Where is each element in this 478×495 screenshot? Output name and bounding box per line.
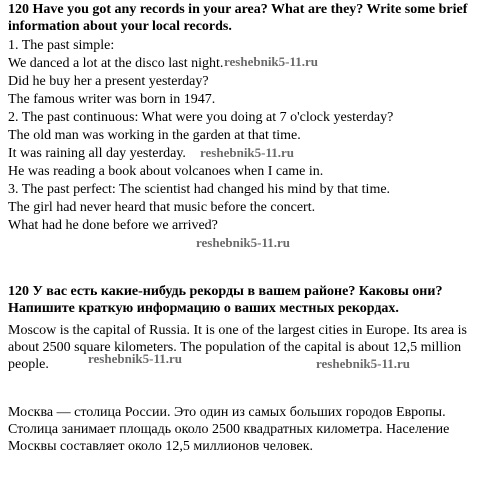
watermark: reshebnik5-11.ru xyxy=(224,54,319,69)
answer-line-9: 3. The past perfect: The scientist had changed his mind by that time. xyxy=(8,182,391,197)
russian-paragraph: Москва — столица России. Это один из самых больших городов Европы. Столица занимает площадь около 2500 квадратных километра. Население Москвы составляет около 12,5 миллионов человек. xyxy=(8,405,450,454)
watermark: reshebnik5-11.ru xyxy=(88,351,183,366)
answer-line-3: Did he buy her a present yesterday? xyxy=(8,74,209,89)
answer-line-2: We danced a lot at the disco last night. xyxy=(8,56,224,71)
answer-line-6: The old man was working in the garden at that time. xyxy=(8,128,301,143)
answer-lines xyxy=(8,37,393,235)
answer-line-10: The girl had never heard that music before the concert. xyxy=(8,200,316,215)
answer-line-8: He was reading a book about volcanoes when I came in. xyxy=(8,164,324,179)
answer-line-1: 1. The past simple: xyxy=(8,38,115,53)
watermark: reshebnik5-11.ru xyxy=(316,356,411,371)
task-heading-ru: 120 У вас есть какие-нибудь рекорды в вашем районе? Каковы они? Напишите краткую информацию о ваших местных рекордах. xyxy=(8,284,443,316)
watermark: reshebnik5-11.ru xyxy=(196,235,291,250)
answer-line-11: What had he done before we arrived? xyxy=(8,218,218,233)
watermark: reshebnik5-11.ru xyxy=(200,145,295,160)
answer-line-4: The famous writer was born in 1947. xyxy=(8,92,216,107)
task-heading-en: 120 Have you got any records in your area? What are they? Write some brief information about your local records. xyxy=(8,2,468,34)
answer-line-5: 2. The past continuous: What were you doing at 7 o'clock yesterday? xyxy=(8,110,394,125)
english-paragraph: Moscow is the capital of Russia. It is one of the largest cities in Europe. Its area is about 2500 square kilometers. The population of the capital is about 12,5 million people. xyxy=(8,323,467,372)
answer-line-7: It was raining all day yesterday. xyxy=(8,146,186,161)
